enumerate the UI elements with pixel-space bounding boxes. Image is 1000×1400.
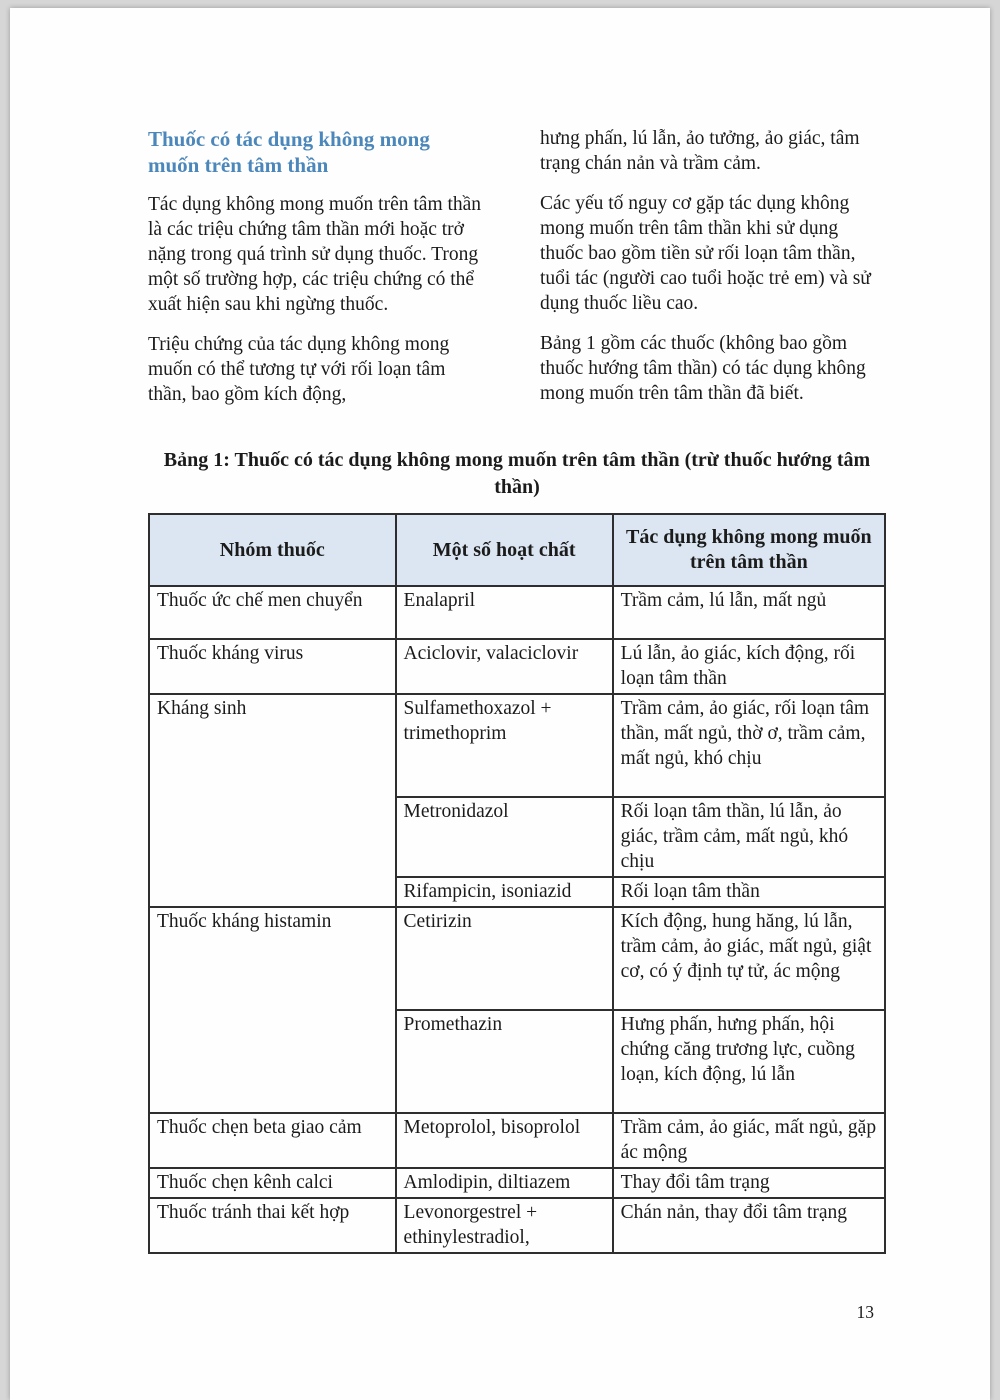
drug-group-cell: Thuốc kháng histamin <box>149 907 396 1113</box>
drug-group-cell: Thuốc ức chế men chuyển <box>149 586 396 639</box>
paragraph: hưng phấn, lú lẫn, ảo tưởng, ảo giác, tâm trạng chán nản và trầm cảm. <box>540 128 860 174</box>
effects-cell: Rối loạn tâm thần <box>613 877 885 907</box>
table-row <box>149 1198 885 1253</box>
active-substance-cell: Amlodipin, diltiazem <box>396 1168 613 1198</box>
active-substance-cell: Enalapril <box>396 586 613 639</box>
page-content <box>148 126 886 1323</box>
text-column-left <box>148 126 484 422</box>
drug-group-cell: Thuốc tránh thai kết hợp <box>149 1198 396 1253</box>
effects-cell: Hưng phấn, hưng phấn, hội chứng căng trương lực, cuồng loạn, kích động, lú lẫn <box>613 1010 885 1113</box>
drug-group-cell: Thuốc chẹn beta giao cảm <box>149 1113 396 1168</box>
active-substance-cell: Metronidazol <box>396 797 613 877</box>
drug-group-cell: Thuốc chẹn kênh calci <box>149 1168 396 1198</box>
two-column-text-block <box>148 126 886 422</box>
paragraph: Bảng 1 gồm các thuốc (không bao gồm thuốc hướng tâm thần) có tác dụng không mong muốn trên tâm thần đã biết. <box>540 333 866 404</box>
active-substance-cell: Levonorgestrel + ethinylestradiol, <box>396 1198 613 1253</box>
effects-cell: Lú lẫn, ảo giác, kích động, rối loạn tâm thần <box>613 639 885 694</box>
table-row <box>149 586 885 639</box>
column-header-drug-group: Nhóm thuốc <box>149 514 396 586</box>
effects-cell: Rối loạn tâm thần, lú lẫn, ảo giác, trầm cảm, mất ngủ, khó chịu <box>613 797 885 877</box>
active-substance-cell: Cetirizin <box>396 907 613 1010</box>
effects-cell: Trầm cảm, ảo giác, mất ngủ, gặp ác mộng <box>613 1113 885 1168</box>
table-row <box>149 907 885 1010</box>
document-page <box>10 8 990 1400</box>
column-header-active-substances: Một số hoạt chất <box>396 514 613 586</box>
text-column-right <box>540 126 886 422</box>
active-substance-cell: Aciclovir, valaciclovir <box>396 639 613 694</box>
active-substance-cell: Rifampicin, isoniazid <box>396 877 613 907</box>
drug-group-cell: Thuốc kháng virus <box>149 639 396 694</box>
effects-cell: Trầm cảm, ảo giác, rối loạn tâm thần, mất ngủ, thờ ơ, trầm cảm, mất ngủ, khó chịu <box>613 694 885 797</box>
active-substance-cell: Metoprolol, bisoprolol <box>396 1113 613 1168</box>
table-caption: Bảng 1: Thuốc có tác dụng không mong muốn trên tâm thần (trừ thuốc hướng tâm thần) <box>163 449 871 498</box>
table-row <box>149 694 885 797</box>
active-substance-cell: Promethazin <box>396 1010 613 1113</box>
table-header-row <box>149 514 885 586</box>
drug-effects-table <box>148 513 886 1254</box>
paragraph: Triệu chứng của tác dụng không mong muốn có thể tương tự với rối loạn tâm thần, bao gồm kích động, <box>148 334 450 405</box>
active-substance-cell: Sulfamethoxazol + trimethoprim <box>396 694 613 797</box>
table-row <box>149 1113 885 1168</box>
effects-cell: Thay đổi tâm trạng <box>613 1168 885 1198</box>
effects-cell: Chán nản, thay đổi tâm trạng <box>613 1198 885 1253</box>
paragraph: Các yếu tố nguy cơ gặp tác dụng không mong muốn trên tâm thần khi sử dụng thuốc bao gồm tiền sử rối loạn tâm thần, tuổi tác (người cao tuổi hoặc trẻ em) và sử dụng thuốc liều cao. <box>540 193 871 314</box>
drug-group-cell: Kháng sinh <box>149 694 396 907</box>
effects-cell: Kích động, hung hăng, lú lẫn, trầm cảm, ảo giác, mất ngủ, giật cơ, có ý định tự tử, ác mộng <box>613 907 885 1010</box>
page-number: 13 <box>856 1302 874 1322</box>
table-header <box>149 514 885 586</box>
paragraph: Tác dụng không mong muốn trên tâm thần là các triệu chứng tâm thần mới hoặc trở nặng trong quá trình sử dụng thuốc. Trong một số trường hợp, các triệu chứng có thể xuất hiện sau khi ngừng thuốc. <box>148 194 482 315</box>
section-heading: Thuốc có tác dụng không mong muốn trên tâm thần <box>148 127 430 177</box>
table-row <box>149 639 885 694</box>
column-header-psychiatric-effects: Tác dụng không mong muốn trên tâm thần <box>613 514 885 586</box>
table-row <box>149 1168 885 1198</box>
effects-cell: Trầm cảm, lú lẫn, mất ngủ <box>613 586 885 639</box>
table-body <box>149 586 885 1253</box>
